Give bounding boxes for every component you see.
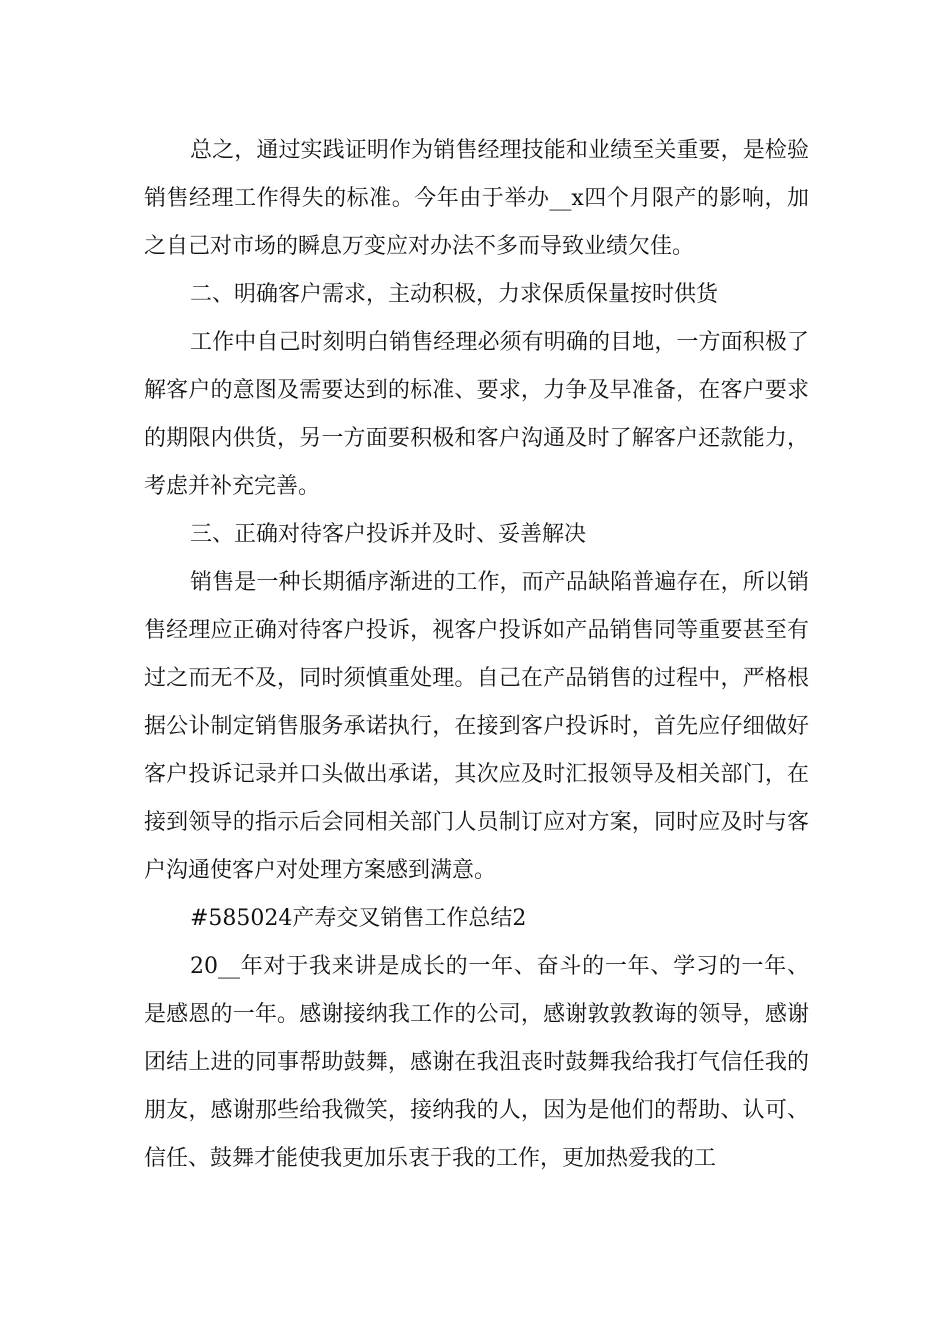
paragraph-complaints: 销售是一种长期循序渐进的工作，而产品缺陷普遍存在，所以销售经理应正确对待客户投诉，视客户投诉如产品销售同等重要甚至有过之而无不及，同时须慎重处理。自己在产品销售的过程中，严格根据公讣制定销售服务承诺执行，在接到客户投诉时，首先应仔细做好客户投诉记录并口头做出承诺，其次应及时汇报领导及相关部门，在接到领导的指示后会同相关部门人员制订应对方案，同时应及时与客户沟通使客户对处理方案感到满意。: [144, 570, 809, 883]
section-heading-3: 三、正确对待客户投诉并及时、妥善解决: [190, 522, 587, 547]
document-body: [144, 127, 809, 1183]
paragraph-summary: 总之，通过实践证明作为销售经理技能和业绩至关重要，是检验销售经理工作得失的标准。今年由于举办__x四个月限产的影响，加之自己对市场的瞬息万变应对办法不多而导致业绩欠佳。: [144, 138, 809, 259]
article-title: #585024产寿交叉销售工作总结2: [190, 906, 527, 931]
paragraph-gratitude: 20__年对于我来讲是成长的一年、奋斗的一年、学习的一年、是感恩的一年。感谢接纳我工作的公司，感谢敦敦教诲的领导，感谢团结上进的同事帮助鼓舞，感谢在我沮丧时鼓舞我给我打气信任我的朋友，感谢那些给我微笑，接纳我的人，因为是他们的帮助、认可、信任、鼓舞才能使我更加乐衷于我的工作，更加热爱我的工: [144, 954, 809, 1171]
paragraph-customer-needs: 工作中自己时刻明白销售经理必须有明确的目地，一方面积极了解客户的意图及需要达到的标准、要求，力争及早准备，在客户要求的期限内供货，另一方面要积极和客户沟通及时了解客户还款能力，考虑并补充完善。: [144, 330, 809, 499]
section-heading-2: 二、明确客户需求，主动积极，力求保质保量按时供货: [190, 282, 719, 307]
